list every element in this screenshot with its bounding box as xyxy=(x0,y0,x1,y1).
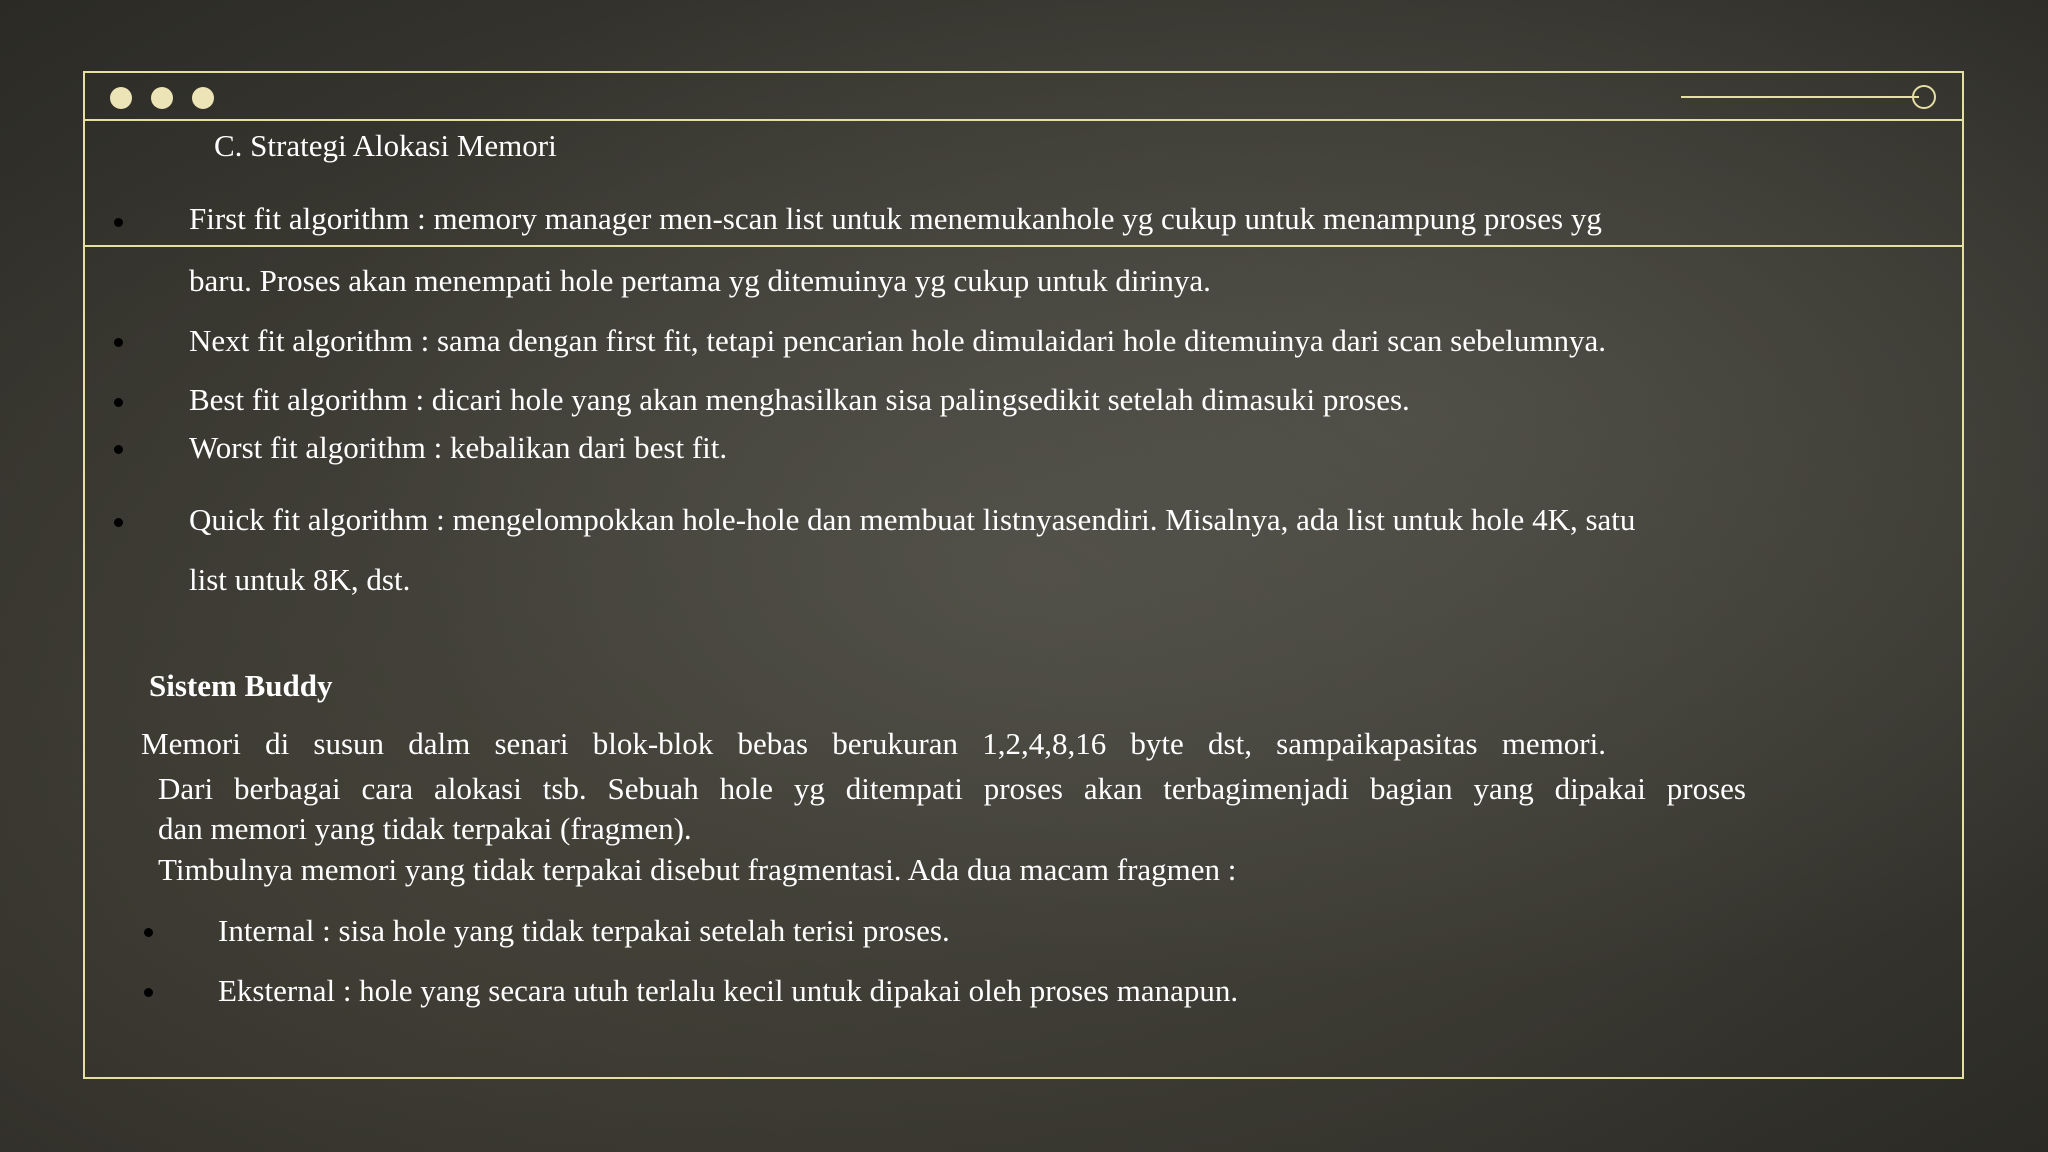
worst-fit-line: Worst fit algorithm : kebalikan dari best fit. xyxy=(189,430,728,465)
bullet-icon xyxy=(114,218,123,227)
window-titlebar xyxy=(85,73,1962,121)
buddy-heading: Sistem Buddy xyxy=(149,668,333,703)
divider-line xyxy=(83,245,1964,247)
bullet-icon xyxy=(114,398,123,407)
window-dot-icon xyxy=(192,87,214,109)
best-fit-line: Best fit algorithm : dicari hole yang akan menghasilkan sisa palingsedikit setelah dimasuki proses. xyxy=(189,382,1410,417)
buddy-paragraph-2-line2: dan memori yang tidak terpakai (fragmen). xyxy=(158,811,692,846)
next-fit-line: Next fit algorithm : sama dengan first fit, tetapi pencarian hole dimulaidari hole ditemuinya dari scan sebelumnya. xyxy=(189,323,1606,358)
buddy-paragraph-1: Memori di susun dalm senari blok-blok bebas berukuran 1,2,4,8,16 byte dst, sampaikapasitas memori. xyxy=(141,726,1606,761)
buddy-paragraph-2-line1: Dari berbagai cara alokasi tsb. Sebuah hole yg ditempati proses akan terbagimenjadi bagian yang dipakai proses xyxy=(158,771,1746,806)
section-title: C. Strategi Alokasi Memori xyxy=(214,128,557,163)
first-fit-line1: First fit algorithm : memory manager men-scan list untuk menemukanhole yg cukup untuk menampung proses yg xyxy=(189,201,1602,236)
window-dot-icon xyxy=(151,87,173,109)
quick-fit-line1: Quick fit algorithm : mengelompokkan hole-hole dan membuat listnyasendiri. Misalnya, ada list untuk hole 4K, satu xyxy=(189,502,1636,537)
bullet-icon xyxy=(114,445,123,454)
buddy-paragraph-3: Timbulnya memori yang tidak terpakai disebut fragmentasi. Ada dua macam fragmen : xyxy=(158,852,1237,887)
slider-track xyxy=(1681,96,1919,98)
bullet-icon xyxy=(144,928,153,937)
window-dot-icon xyxy=(110,87,132,109)
bullet-icon xyxy=(114,338,123,347)
slider-knob-icon xyxy=(1912,85,1936,109)
fragment-internal: Internal : sisa hole yang tidak terpakai setelah terisi proses. xyxy=(218,913,950,948)
fragment-external: Eksternal : hole yang secara utuh terlalu kecil untuk dipakai oleh proses manapun. xyxy=(218,973,1239,1008)
quick-fit-line2: list untuk 8K, dst. xyxy=(189,562,411,597)
bullet-icon xyxy=(144,988,153,997)
bullet-icon xyxy=(114,518,123,527)
first-fit-line2: baru. Proses akan menempati hole pertama yg ditemuinya yg cukup untuk dirinya. xyxy=(189,263,1211,298)
